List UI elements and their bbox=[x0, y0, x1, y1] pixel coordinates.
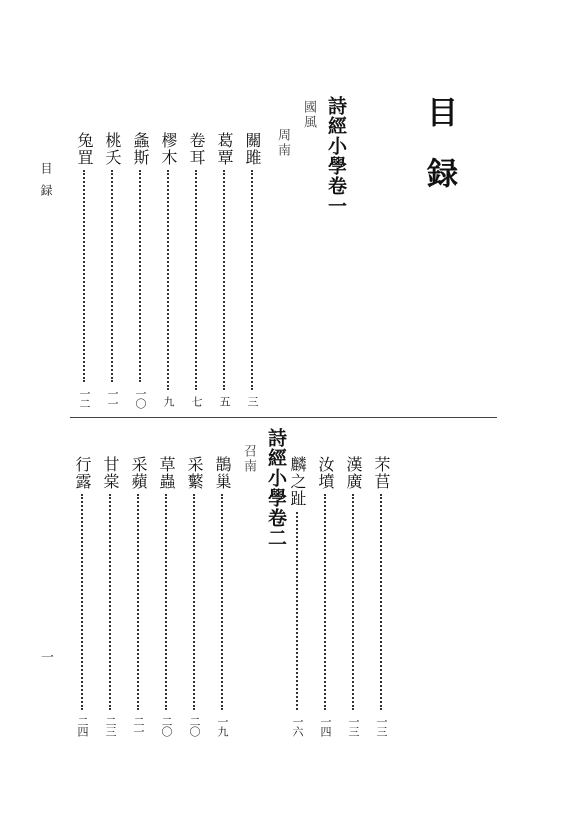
entry-title: 麟之趾 bbox=[288, 456, 307, 507]
entry-title: 行露 bbox=[73, 456, 92, 490]
entry-page: 二〇 bbox=[188, 716, 201, 736]
subsection-label-shaonan: 召南 bbox=[241, 444, 256, 474]
entry-title: 采蘋 bbox=[129, 456, 148, 490]
entry-title: 兔罝 bbox=[75, 132, 94, 166]
entry-title: 鵲巢 bbox=[213, 456, 232, 490]
dot-leader bbox=[251, 170, 253, 390]
entry-title: 桃夭 bbox=[103, 132, 122, 166]
entry-page: 一三 bbox=[375, 716, 388, 736]
dot-leader bbox=[81, 494, 83, 710]
dot-leader bbox=[165, 494, 167, 710]
volume-title-2: 詩經小學卷二 bbox=[265, 428, 287, 548]
entry-page: 一一 bbox=[106, 388, 119, 408]
entry-page: 一三 bbox=[347, 716, 360, 736]
entry-title: 葛覃 bbox=[215, 132, 234, 166]
section-label-guofeng: 國風 bbox=[301, 100, 316, 130]
entry-title: 樛木 bbox=[159, 132, 178, 166]
entry-title: 汝墳 bbox=[316, 456, 335, 490]
entry-page: 一二 bbox=[78, 388, 91, 408]
entry-page: 二〇 bbox=[160, 716, 173, 736]
section-divider bbox=[70, 417, 497, 418]
entry-title: 采蘩 bbox=[185, 456, 204, 490]
entry-title: 螽斯 bbox=[131, 132, 150, 166]
dot-leader bbox=[193, 494, 195, 710]
dot-leader bbox=[195, 170, 197, 390]
dot-leader bbox=[324, 494, 326, 710]
dot-leader bbox=[296, 512, 298, 710]
entry-page: 一九 bbox=[216, 716, 229, 736]
entry-page: 一六 bbox=[291, 716, 304, 736]
dot-leader bbox=[139, 170, 141, 382]
subsection-label-zhounan: 周南 bbox=[275, 128, 290, 158]
dot-leader bbox=[221, 494, 223, 710]
page-folio: 一 bbox=[38, 650, 53, 663]
dot-leader bbox=[352, 494, 354, 710]
entry-title: 漢廣 bbox=[344, 456, 363, 490]
dot-leader bbox=[223, 170, 225, 390]
entry-title: 芣苢 bbox=[372, 456, 391, 490]
entry-title: 草蟲 bbox=[157, 456, 176, 490]
dot-leader bbox=[137, 494, 139, 710]
entry-page: 二一 bbox=[132, 716, 145, 736]
entry-page: 三 bbox=[246, 396, 259, 406]
entry-page: 九 bbox=[162, 396, 175, 406]
entry-title: 甘棠 bbox=[101, 456, 120, 490]
entry-page: 二三 bbox=[104, 716, 117, 736]
entry-page: 二四 bbox=[76, 716, 89, 736]
entry-page: 一〇 bbox=[134, 388, 147, 408]
volume-title-1: 詩經小學卷一 bbox=[325, 96, 347, 216]
dot-leader bbox=[83, 170, 85, 382]
entry-page: 一四 bbox=[319, 716, 332, 736]
dot-leader bbox=[111, 170, 113, 382]
entry-page: 七 bbox=[190, 396, 203, 406]
dot-leader bbox=[380, 494, 382, 710]
entry-title: 關雎 bbox=[243, 132, 262, 166]
running-header: 目録 bbox=[39, 162, 53, 206]
page-title: 目録 bbox=[421, 96, 457, 218]
dot-leader bbox=[109, 494, 111, 710]
entry-page: 五 bbox=[218, 396, 231, 406]
entry-title: 卷耳 bbox=[187, 132, 206, 166]
dot-leader bbox=[167, 170, 169, 390]
